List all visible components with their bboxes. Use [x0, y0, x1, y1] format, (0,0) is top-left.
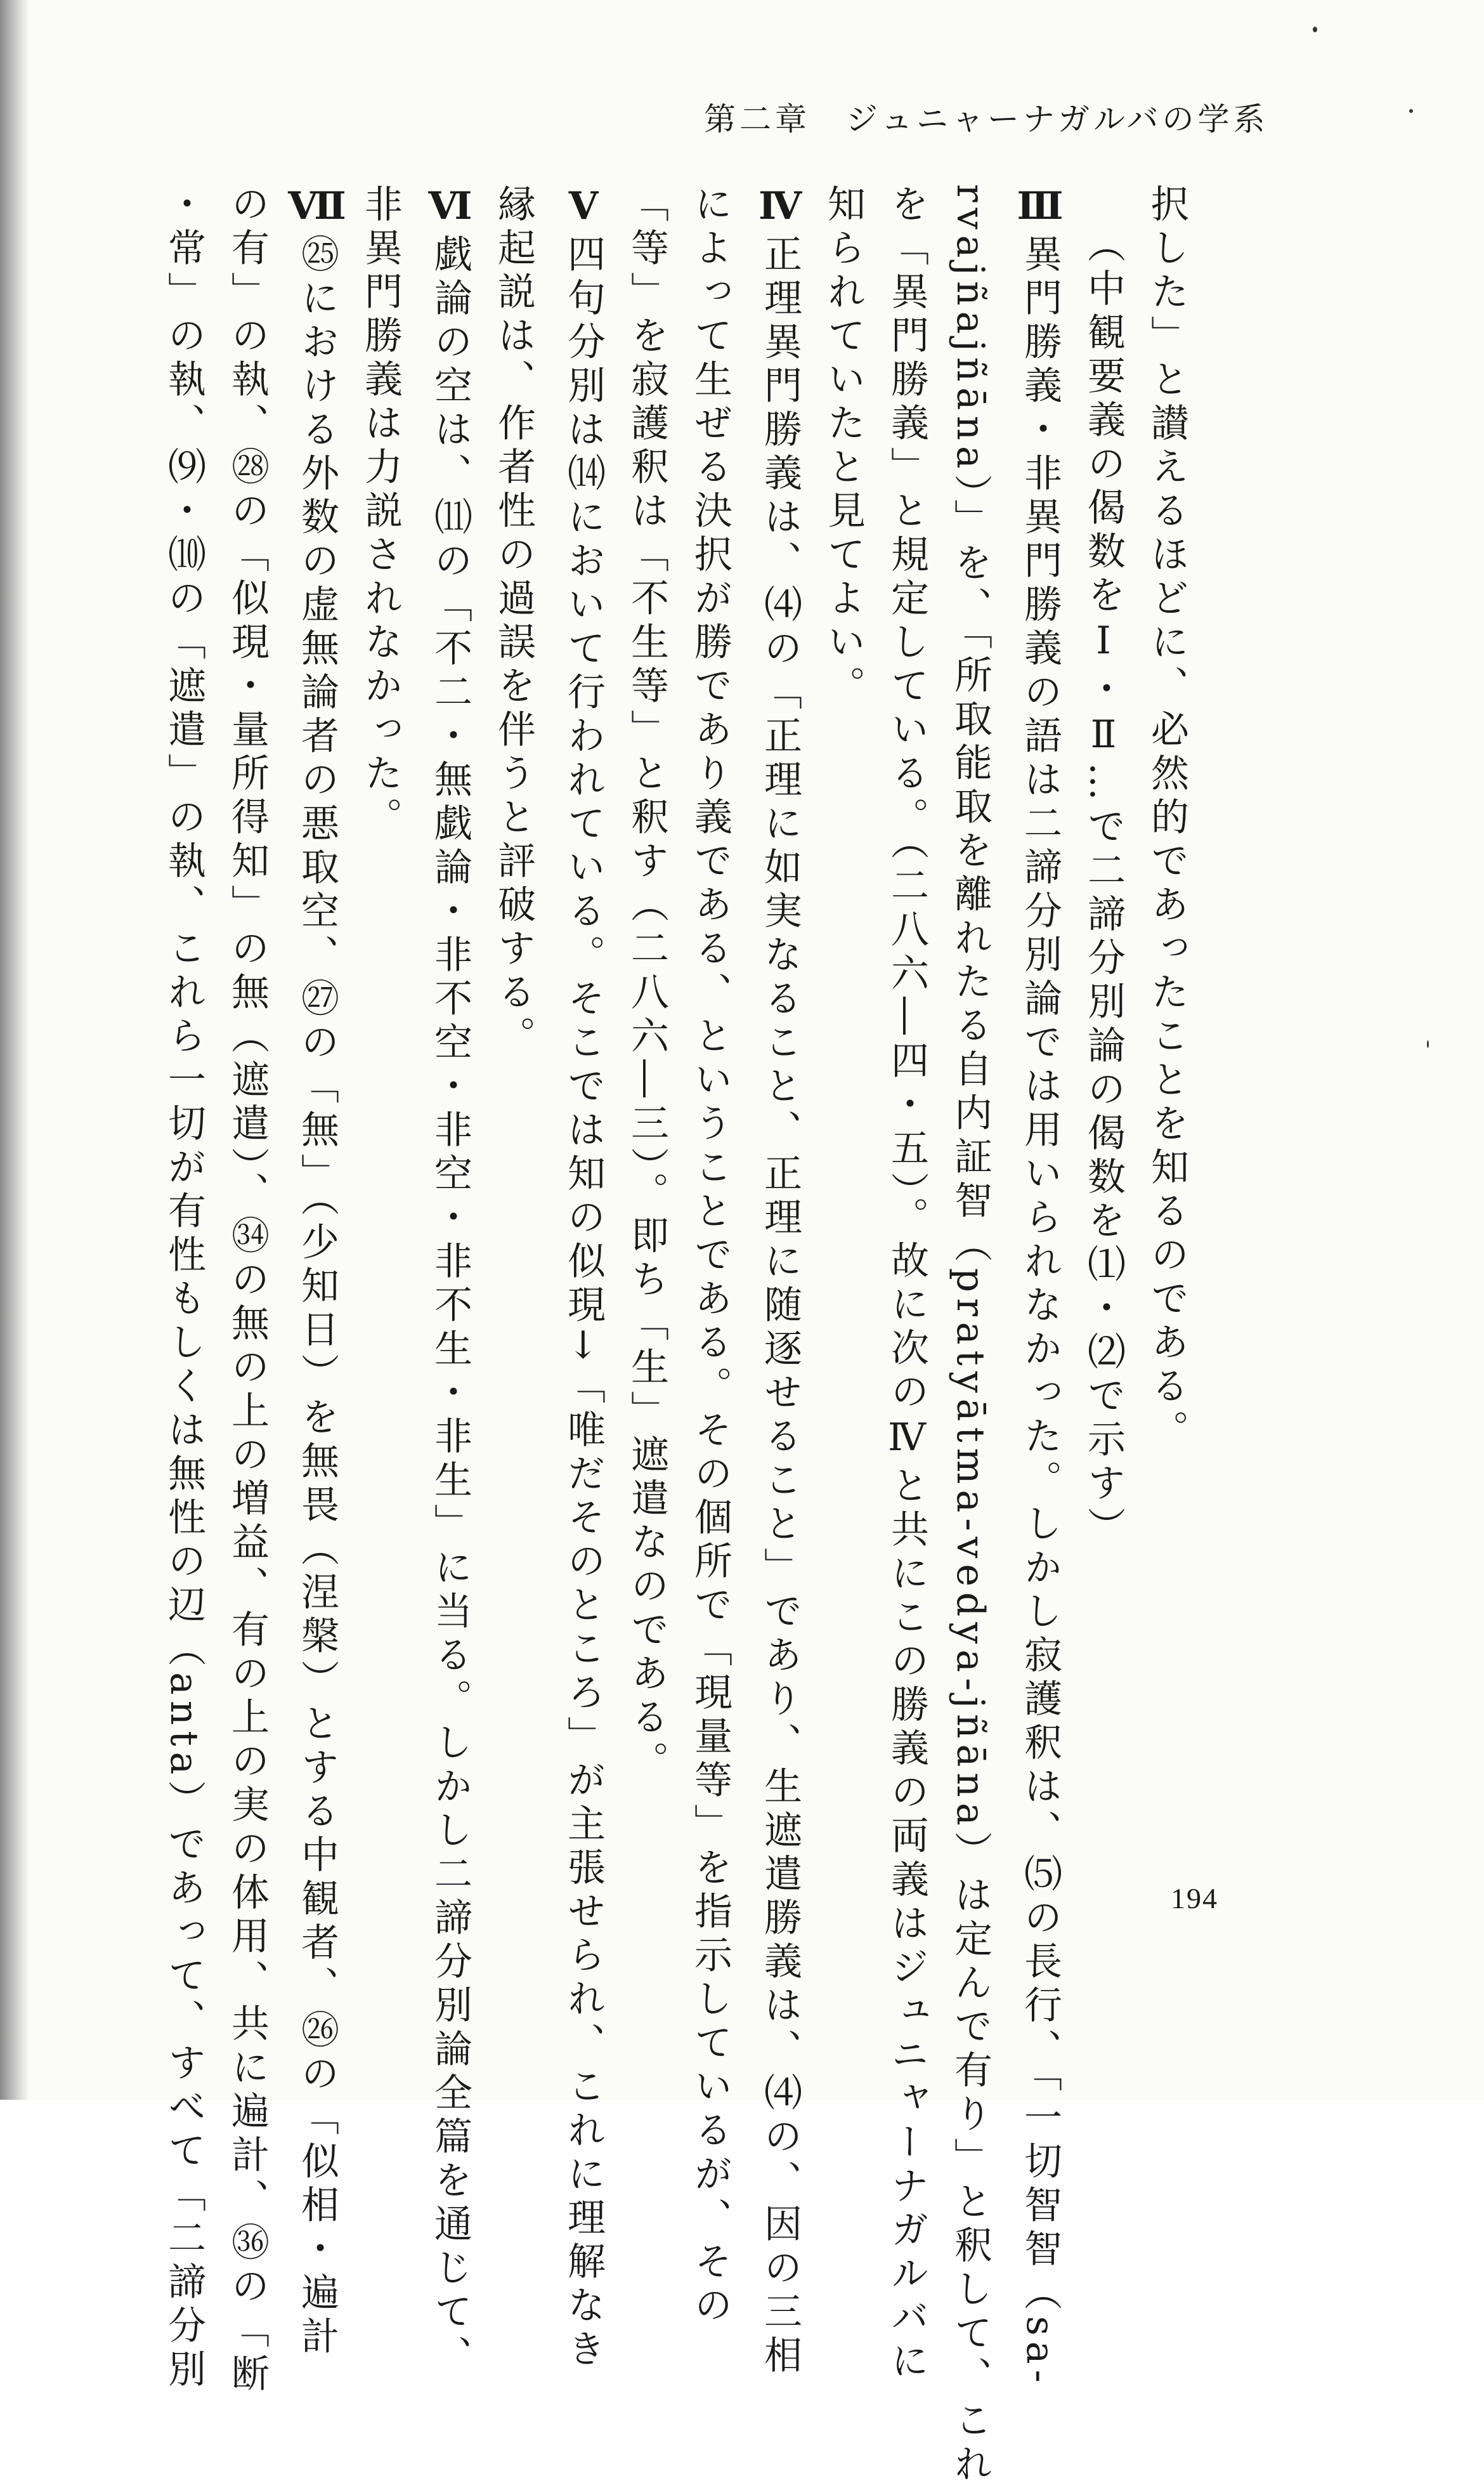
line-text: の有」の執、㉘の「似現・量所得知」の無（遮遣）、㉞の無の上の増益、有の上の実の体用、共に遍計、㊱の「断 — [225, 184, 270, 2397]
scan-speck — [1427, 1040, 1429, 1048]
line-text: ㉕における外数の虚無論者の悪取空、㉗の「無」（少知日）を無畏（涅槃）とする中観者、㉖の「似相・遍計 — [295, 234, 339, 2360]
line-text: 「等」を寂護釈は「不生等」と釈す（二八六―三）。即ち「生」遮遣なのである。 — [625, 184, 669, 1784]
line-text: 縁起説は、作者性の過誤を伴うと評破する。 — [491, 184, 536, 1059]
line-text: 四句分別は⒁において行われている。そこでは知の似現→「唯だそのところ」が主張せられ、これに理解なき — [561, 234, 606, 2373]
text-line — [412, 184, 482, 2379]
section-marker: Ⅴ — [561, 184, 606, 234]
section-marker: Ⅵ — [428, 184, 472, 234]
line-text: rvajñajñāna）」を、「所取能取を離れたる自内証智（pratyātma-vedya-jñāna）は定んで有り」と釈して、これ — [948, 184, 993, 2488]
vertical-body-text — [162, 184, 1199, 2488]
line-text: を「異門勝義」と規定している。（二八六―四・五）。故に次のⅣと共にこの勝義の両義はジュニャーナガルバに — [885, 184, 929, 2385]
binding-shadow — [0, 0, 29, 2100]
section-marker: Ⅶ — [295, 184, 339, 234]
text-line — [812, 184, 875, 2087]
text-line — [1072, 184, 1135, 2087]
section-marker: Ⅲ — [1018, 184, 1062, 234]
text-line — [875, 184, 939, 2385]
line-text: 択した」と讃えるほどに、必然的であったことを知るのである。 — [1145, 184, 1189, 1453]
text-line — [152, 184, 216, 2393]
text-line — [615, 184, 679, 2087]
text-line — [482, 184, 545, 2087]
text-line — [216, 184, 279, 2397]
text-line — [349, 184, 412, 2087]
line-text: 異門勝義・非異門勝義の語は二諦分別論では用いられなかった。しかし寂護釈は、⑸の長行、「一切智智（sa- — [1018, 234, 1062, 2388]
scan-speck — [1409, 109, 1413, 113]
text-line — [742, 184, 812, 2379]
scan-speck — [1313, 27, 1317, 32]
text-line — [279, 184, 349, 2360]
page-number: 194 — [1171, 1882, 1218, 1915]
section-marker: Ⅳ — [758, 184, 802, 234]
line-text: によって生ぜる決択が勝であり義である、ということである。その個所で「現量等」を指示しているが、その — [688, 184, 732, 2329]
running-header: 第二章 ジュニャーナガルバの学系 — [704, 101, 1269, 138]
line-text: （中観要義の偈数をⅠ・Ⅱ…で二諦分別論の偈数を⑴・⑵で示す） — [1081, 225, 1126, 1550]
line-text: 戯論の空は、⑾の「不二・無戯論・非不空・非空・非不生・非生」に当る。しかし二諦分別論全篇を通じて、 — [428, 234, 472, 2379]
text-line — [1135, 184, 1199, 2087]
line-text: 知られていたと見てよい。 — [821, 184, 866, 709]
text-line — [545, 184, 615, 2373]
text-line — [1002, 184, 1072, 2388]
line-text: ・常」の執、⑼・⑽の「遮遣」の執、これら一切が有性もしくは無性の辺（anta）であって、すべて「二諦分別 — [162, 184, 206, 2393]
line-text: 非異門勝義は力説されなかった。 — [358, 184, 403, 841]
text-line — [939, 184, 1002, 2488]
line-text: 正理異門勝義は、⑷の「正理に如実なること、正理に随逐せること」であり、生遮遣勝義は、⑷の、因の三相 — [758, 234, 802, 2379]
text-line — [679, 184, 742, 2329]
